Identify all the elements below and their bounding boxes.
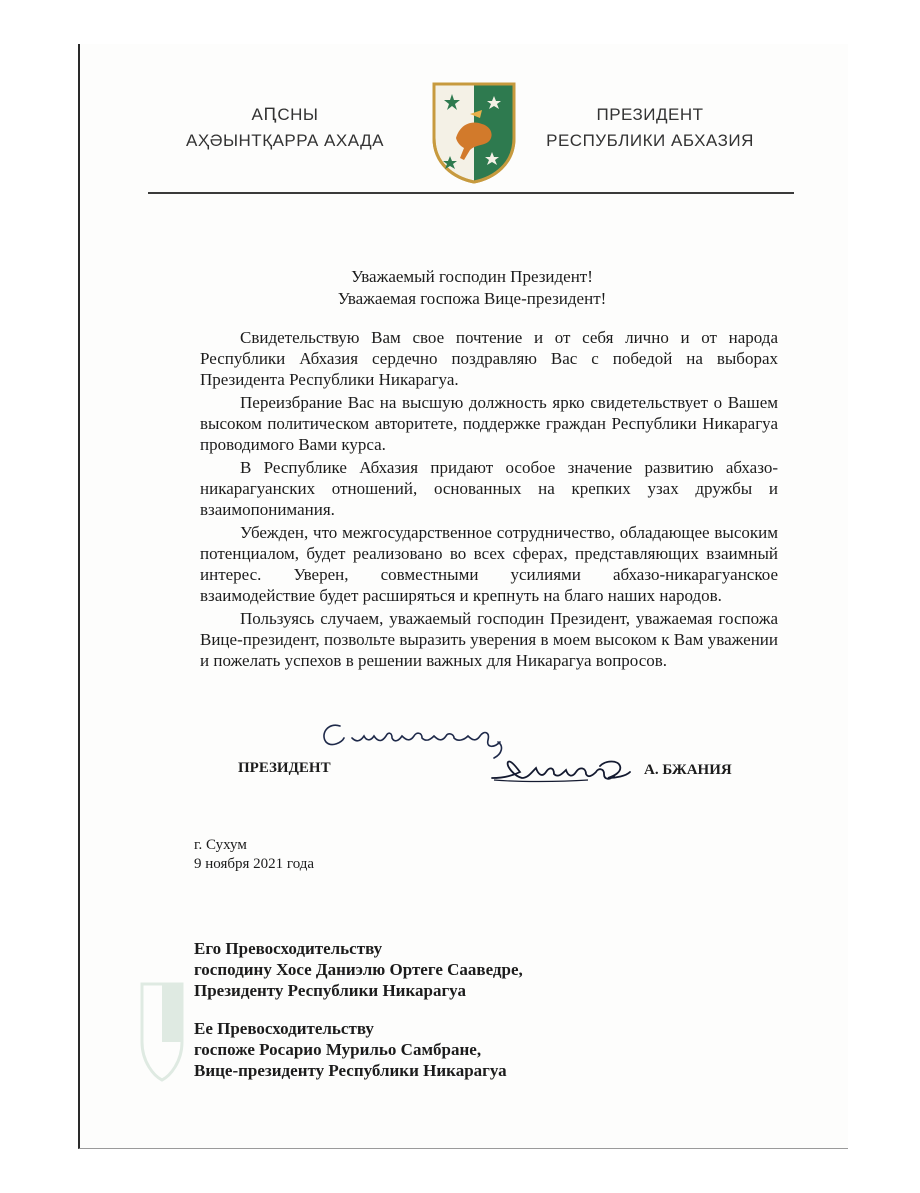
header-abkhaz (165, 102, 405, 154)
body-paragraph: В Республике Абхазия придают особое значение развитию абхазо-никарагуанских отношений, основанных на крепких узах дружбы и взаимопонимания. (200, 458, 778, 519)
body-paragraph: Переизбрание Вас на высшую должность ярко свидетельствует о Вашем высоком политическом авторитете, поддержке граждан Республики Никарагуа проводимого Вами курса. (200, 393, 778, 454)
salutation-line-1: Уважаемый господин Президент! (351, 267, 593, 286)
addressee-position: Вице-президенту Республики Никарагуа (194, 1061, 507, 1080)
place-and-date (194, 836, 314, 874)
addressee-name: госпоже Росарио Мурильо Самбране, (194, 1040, 482, 1059)
salutation (222, 266, 722, 310)
signatory-name: А. БЖАНИЯ (644, 762, 732, 778)
addressee-name: господину Хосе Даниэлю Ортеге Сааведре, (194, 960, 523, 979)
addressee-block (194, 938, 523, 1001)
date: 9 ноября 2021 года (194, 856, 315, 872)
body-paragraph: Убежден, что межгосударственное сотрудничество, обладающее высоким потенциалом, будет реализовано во всех сферах, представляющих взаимный интерес. Уверен, совместными усилиями абхазо-никарагуанское взаимодействие будет расширяться и крепнуть на благо наших народов. (200, 523, 778, 605)
addressee-honorific: Ее Превосходительству (194, 1019, 374, 1038)
salutation-line-2: Уважаемая госпожа Вице-президент! (337, 289, 607, 308)
header-abkhaz-line1: АԤСНЫ (251, 105, 319, 124)
body-paragraph: Пользуясь случаем, уважаемый господин Президент, уважаемая госпожа Вице-президент, позвольте выразить уверения в моем высоком к Вам уважении и пожелать успехов в решении важных для Никарагуа вопросов. (200, 609, 778, 670)
coat-of-arms-icon (430, 80, 518, 184)
place: г. Сухум (194, 837, 247, 853)
signature-mark (488, 754, 634, 786)
header-russian-line2: РЕСПУБЛИКИ АБХАЗИЯ (546, 131, 754, 150)
letter-body (200, 327, 778, 673)
addressee-block (194, 1018, 523, 1081)
addressee-honorific: Его Превосходительству (194, 939, 383, 958)
header-abkhaz-line2: АҲӘЫНТҚАРРА АХАДА (186, 131, 384, 150)
faint-emblem-watermark (140, 982, 184, 1082)
header-russian-line1: ПРЕЗИДЕНТ (596, 105, 704, 124)
addressee-position: Президенту Республики Никарагуа (194, 981, 466, 1000)
header-divider (148, 192, 794, 194)
handwritten-closing (318, 712, 518, 760)
body-paragraph: Свидетельствую Вам свое почтение и от себя лично и от народа Республики Абхазия сердечно поздравляю Вас с победой на выборах Президента Республики Никарагуа. (200, 328, 778, 389)
addressees (194, 938, 523, 1098)
header-russian (530, 102, 770, 154)
signature-title: ПРЕЗИДЕНТ (238, 760, 331, 776)
